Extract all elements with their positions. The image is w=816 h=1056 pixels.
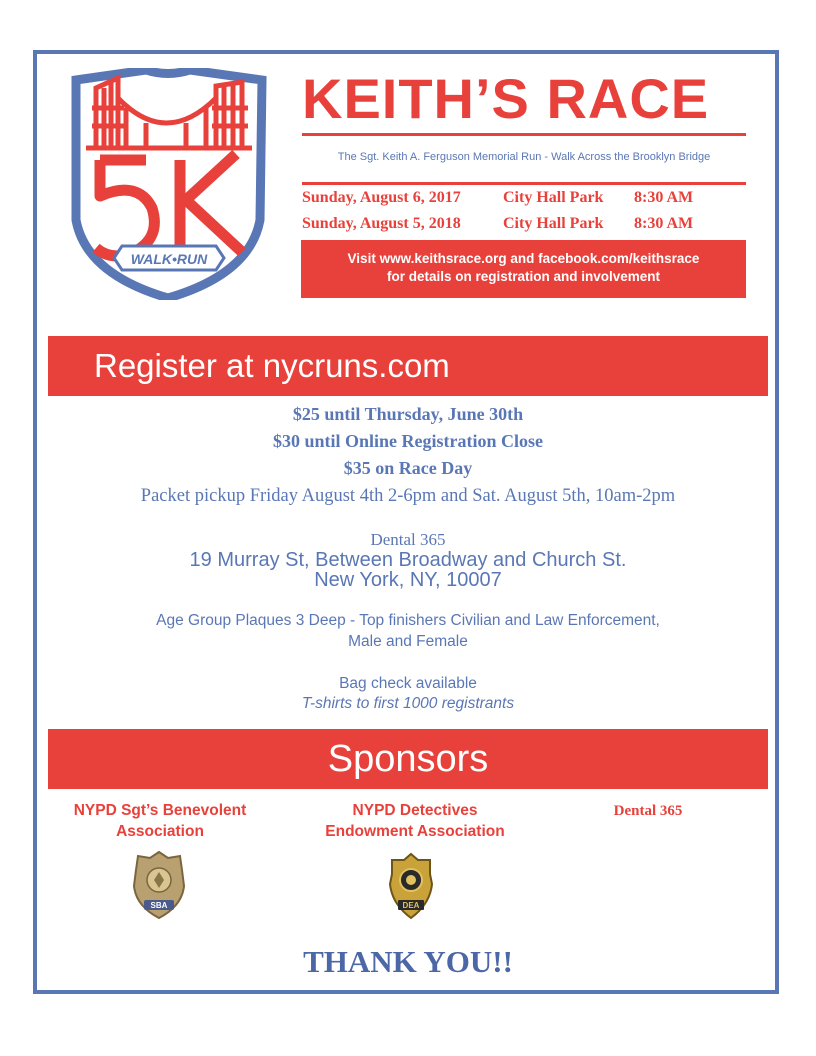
sba-badge-text: SBA: [150, 901, 168, 910]
location-name: Dental 365: [370, 530, 446, 549]
sponsor-name-line-2: Endowment Association: [325, 823, 505, 840]
sponsor-name-line-1: NYPD Detectives: [352, 802, 478, 819]
event-place: City Hall Park: [503, 215, 604, 232]
event-subtitle: The Sgt. Keith A. Ferguson Memorial Run - Walk Across the Brooklyn Bridge: [337, 151, 711, 163]
dea-badge-icon: [388, 852, 434, 920]
location-address-line-2: New York, NY, 10007: [314, 569, 502, 591]
sba-badge-icon: [132, 850, 186, 920]
sponsors-banner: Sponsors: [48, 729, 768, 789]
sponsor-name-line-2: Association: [116, 823, 204, 840]
dea-badge-text: DEA: [402, 901, 420, 910]
location-address-line-1: 19 Murray St, Between Broadway and Church St.: [189, 549, 627, 571]
event-date: Sunday, August 6, 2017: [302, 189, 461, 206]
event-place: City Hall Park: [503, 189, 604, 206]
event-time: 8:30 AM: [634, 215, 694, 232]
event-time: 8:30 AM: [634, 189, 694, 206]
awards-line-2: Male and Female: [348, 633, 468, 650]
logo-ribbon-text: WALK•RUN: [130, 251, 208, 267]
awards-line-1: Age Group Plaques 3 Deep - Top finishers Civilian and Law Enforcement,: [156, 612, 660, 629]
sponsor-name-line-1: Dental 365: [613, 803, 683, 819]
price-tier-2: $30 until Online Registration Close: [272, 431, 543, 451]
sponsor-sba: [50, 800, 270, 842]
sponsor-name-line-1: NYPD Sgt’s Benevolent: [73, 802, 247, 819]
bag-check-info: Bag check available: [339, 675, 477, 692]
thank-you-message: THANK YOU!!: [303, 944, 513, 979]
sponsor-dental-365: [568, 801, 728, 822]
title-divider: [302, 133, 746, 136]
tshirt-info: T-shirts to first 1000 registrants: [301, 695, 515, 712]
event-date: Sunday, August 5, 2018: [302, 215, 461, 232]
price-tier-3: $35 on Race Day: [343, 458, 473, 478]
packet-pickup-info: Packet pickup Friday August 4th 2-6pm and Sat. August 5th, 10am-2pm: [140, 486, 676, 506]
sponsor-dea: [305, 800, 525, 842]
visit-line-2: for details on registration and involvement: [386, 269, 661, 284]
visit-info-box: [301, 240, 746, 298]
price-tier-1: $25 until Thursday, June 30th: [292, 404, 524, 424]
register-banner: Register at nycruns.com: [48, 336, 768, 396]
page-title: KEITH’S RACE: [302, 67, 710, 130]
race-logo: [66, 68, 271, 300]
visit-line-1: Visit www.keithsrace.org and facebook.com/keithsrace: [347, 251, 700, 266]
brooklyn-bridge-5k-shield-logo-icon: [66, 68, 271, 300]
subtitle-divider: [302, 182, 746, 185]
